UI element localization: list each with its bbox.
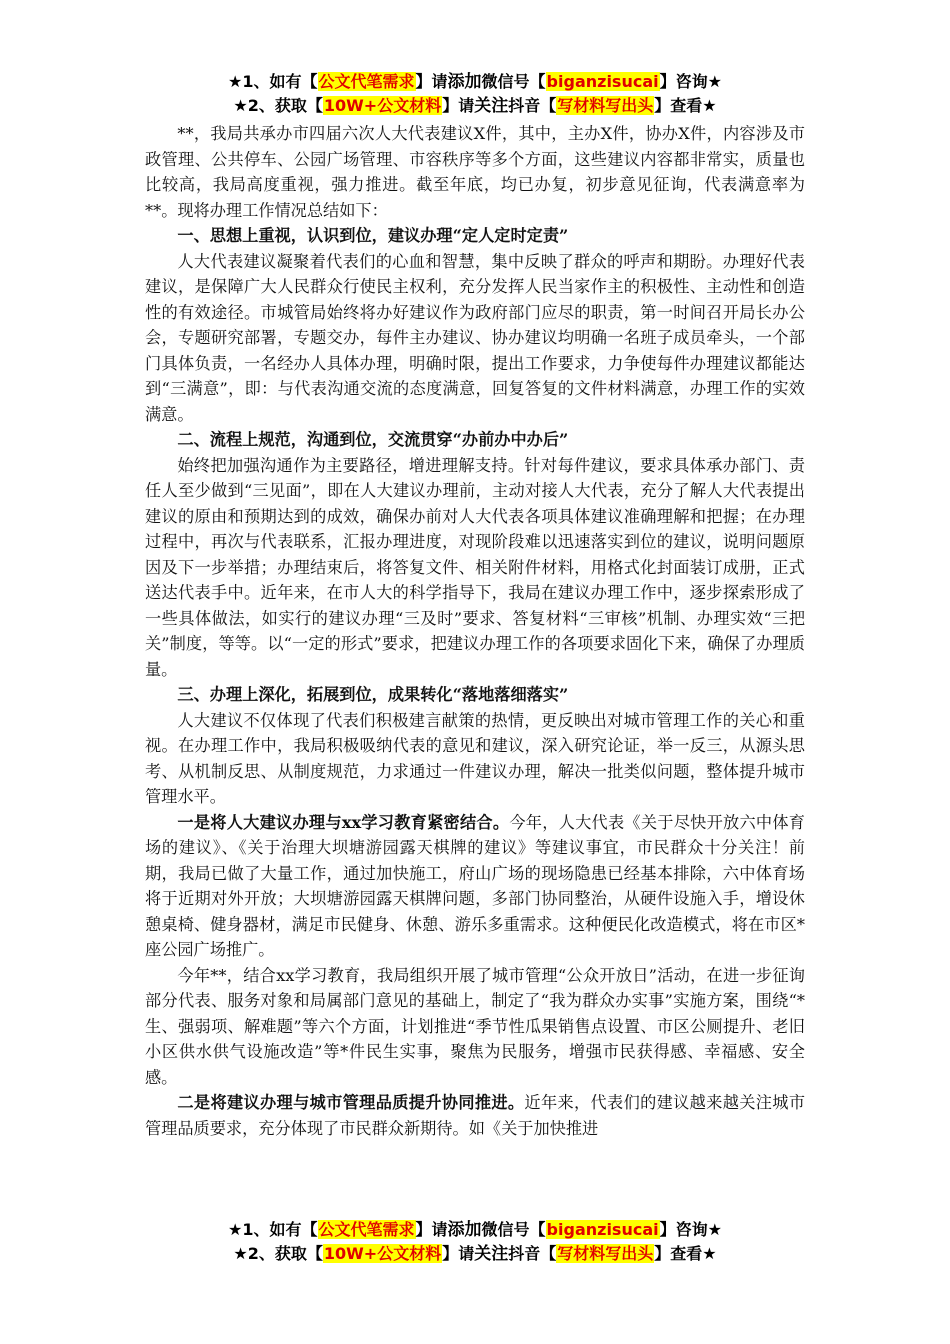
highlight-materials: 10W+公文材料 <box>323 1244 442 1263</box>
point-1-text: 今年，人大代表《关于尽快开放六中体育场的建议》、《关于治理大坝塘游园露天棋牌的建议》等建议事宜，市民群众十分关注！前期，我局已做了大量工作，通过加快施工，府山广场的现场隐患已经基本排除，六中体育场将于近期对外开放；大坝塘游园露天棋牌问题，多部门协同整治，从硬件设施入手，增设休憩桌椅、健身器材，满足市民健身、休憩、游乐多重需求。这种便民化改造模式，将在市区*座公园广场推广。 <box>145 812 805 959</box>
highlight-wechat-id: biganzisucai <box>546 1220 659 1239</box>
section-2-paragraph: 始终把加强沟通作为主要路径，增进理解支持。针对每件建议，要求具体承办部门、责任人至少做到“三见面”，即在人大建议办理前，主动对接人大代表，充分了解人大代表提出建议的原由和预期达到的成效，确保办前对人大代表各项具体建议准确理解和把握；在办理过程中，再次与代表联系，汇报办理进度，对现阶段难以迅速落实到位的建议，说明问题原因及下一步举措；办理结束后，将答复文件、相关附件材料，用格式化封面装订成册，正式送达代表手中。近年来，在市人大的科学指导下，我局在建议办理工作中，逐步探索形成了一些具体做法，如实行的建议办理“三及时”要求、答复材料“三审核”机制、办理实效“三把关”制度，等等。以“一定的形式”要求，把建议办理工作的各项要求固化下来，确保了办理质量。 <box>145 455 805 679</box>
footer-line-1-mid1: 】请 <box>415 1220 448 1239</box>
footer-line-2-emph: 关注 <box>474 1244 509 1264</box>
footer-ad-line-2 <box>0 1243 950 1265</box>
section-3-paragraph: 人大建议不仅体现了代表们积极建言献策的热情，更反映出对城市管理工作的关心和重视。在办理工作中，我局积极吸纳代表的意见和建议，深入研究论证，举一反三，从源头思考、从机制反思、从制度规范，力求通过一件建议办理，解决一批类似问题，整体提升城市管理水平。 <box>145 710 805 806</box>
section-1-paragraph: 人大代表建议凝聚着代表们的心血和智慧，集中反映了群众的呼声和期盼。办理好代表建议，是保障广大人民群众行使民主权利，充分发挥人民当家作主的积极性、主动性和创造性的有效途径。市城管局始终将办好建议作为政府部门应尽的职责，第一时间召开局长办公会，专题研究部署，专题交办，每件主办建议、协办建议均明确一名班子成员牵头，一个部门具体负责，一名经办人具体办理，明确时限，提出工作要求，力争使每件办理建议都能达到“三满意”，即：与代表沟通交流的态度满意，回复答复的文件材料满意，办理工作的实效满意。 <box>145 251 805 424</box>
highlight-service: 公文代笔需求 <box>318 72 415 91</box>
point-1-paragraph <box>145 810 805 963</box>
footer-line-2-mid1: 】请 <box>442 1244 475 1263</box>
highlight-wechat-id: biganzisucai <box>546 72 659 91</box>
header-line-2-prefix: 2、获取【 <box>247 96 323 115</box>
highlight-douyin-id: 写材料写出头 <box>557 96 654 115</box>
star-icon: ★ <box>228 72 243 91</box>
header-line-2-mid1: 】请 <box>442 96 475 115</box>
header-line-1-prefix: 1、如有【 <box>242 72 318 91</box>
star-icon: ★ <box>233 1244 248 1263</box>
section-heading-2: 二、流程上规范，沟通到位，交流贯穿“办前办中办后” <box>177 430 569 449</box>
star-icon: ★ <box>228 1220 243 1239</box>
footer-line-1-suffix: 】咨询★ <box>659 1220 722 1239</box>
point-2-text: 近年来，代表们的建议越来越关注城市管理品质要求，充分体现了市民群众新期待。如《关于加快推进 <box>145 1093 806 1138</box>
document-body <box>145 121 805 1141</box>
point-2-paragraph <box>145 1090 805 1141</box>
footer-line-1-mid2: 微信号【 <box>481 1220 546 1239</box>
point-1-lead: 一是将人大建议办理与xx学习教育紧密结合。 <box>177 812 510 832</box>
header-line-2-emph: 关注 <box>474 96 509 116</box>
header-line-1-suffix: 】咨询★ <box>659 72 722 91</box>
header-ad-line-2 <box>0 95 950 117</box>
header-ad-line-1 <box>0 71 950 93</box>
header-line-2-mid2: 抖音【 <box>508 96 557 115</box>
footer-ad-line-1 <box>0 1219 950 1241</box>
highlight-douyin-id: 写材料写出头 <box>557 1244 654 1263</box>
point-2-lead: 二是将建议办理与城市管理品质提升协同推进。 <box>177 1093 525 1112</box>
footer-line-2-suffix: 】查看★ <box>654 1244 717 1263</box>
highlight-materials: 10W+公文材料 <box>323 96 442 115</box>
footer-line-1-prefix: 1、如有【 <box>242 1220 318 1239</box>
footer-line-1-emph: 添加 <box>447 1220 482 1240</box>
point-1-continued-paragraph: 今年**，结合xx学习教育，我局组织开展了城市管理“公众开放日”活动，在进一步征询部分代表、服务对象和局属部门意见的基础上，制定了“我为群众办实事”实施方案，围绕“*生、强弱项、解难题”等六个方面，计划推进“季节性瓜果销售点设置、市区公厕提升、老旧小区供水供气设施改造”等*件民生实事，聚焦为民服务，增强市民获得感、幸福感、安全感。 <box>145 965 805 1087</box>
star-icon: ★ <box>233 96 248 115</box>
header-line-1-emph: 添加 <box>447 72 482 92</box>
header-line-1-mid1: 】请 <box>415 72 448 91</box>
footer-line-2-prefix: 2、获取【 <box>247 1244 323 1263</box>
header-line-1-mid2: 微信号【 <box>481 72 546 91</box>
footer-line-2-mid2: 抖音【 <box>508 1244 557 1263</box>
header-line-2-suffix: 】查看★ <box>654 96 717 115</box>
section-heading-1: 一、思想上重视，认识到位，建议办理“定人定时定责” <box>177 226 569 245</box>
section-heading-3: 三、办理上深化，拓展到位，成果转化“落地落细落实” <box>177 685 569 704</box>
highlight-service: 公文代笔需求 <box>318 1220 415 1239</box>
intro-paragraph: **，我局共承办市四届六次人大代表建议X件，其中，主办X件，协办X件，内容涉及市政管理、公共停车、公园广场管理、市容秩序等多个方面，这些建议内容都非常实，质量也比较高，我局高度重视，强力推进。截至年底，均已办复，初步意见征询，代表满意率为**。现将办理工作情况总结如下： <box>145 124 805 220</box>
